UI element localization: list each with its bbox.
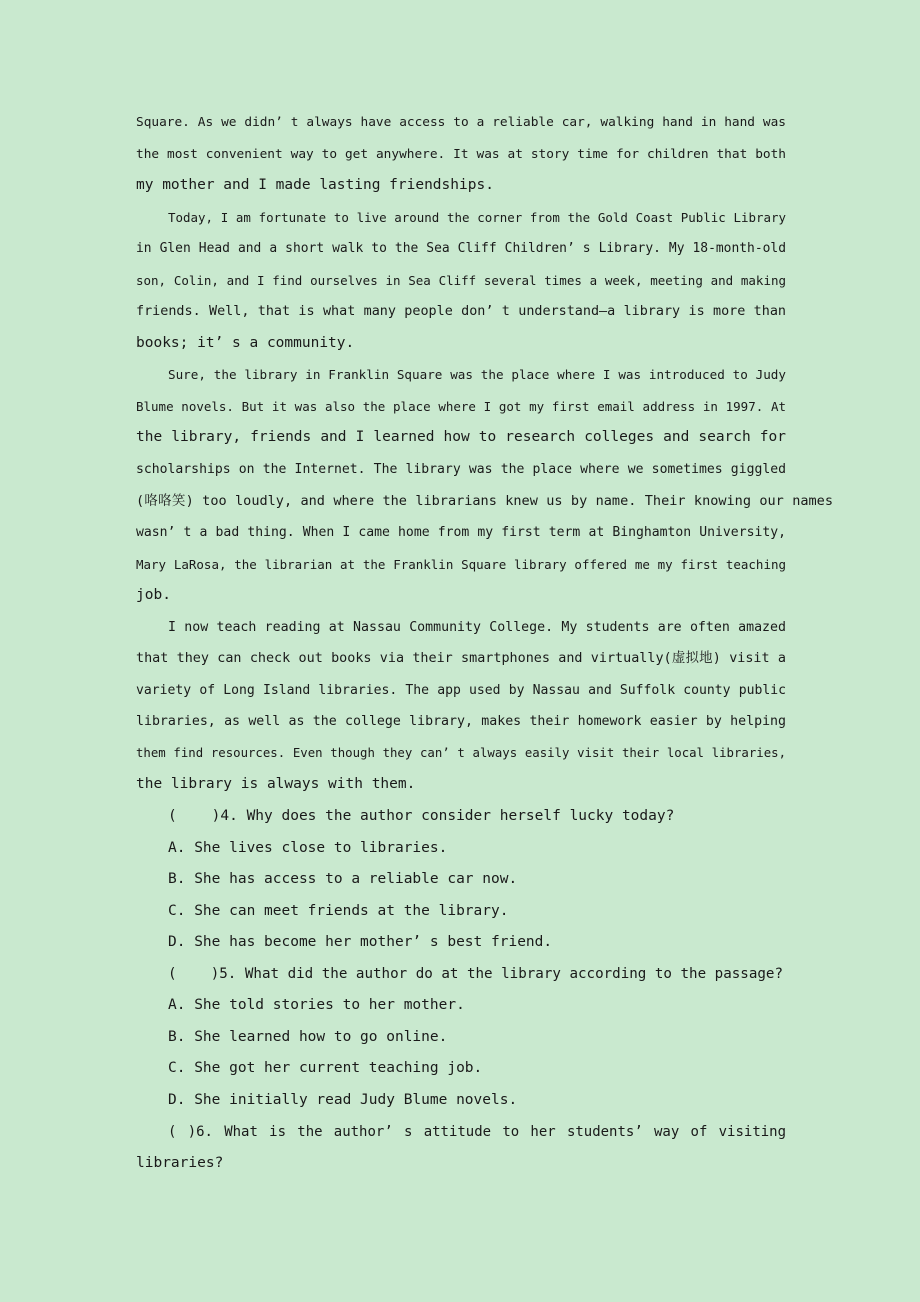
passage-line: the library is always with them.	[136, 776, 416, 793]
passage-line: job.	[136, 587, 171, 604]
question-4-option-b: B. She has access to a reliable car now.	[168, 871, 518, 888]
questions	[136, 801, 786, 1180]
question-5-option-d: D. She initially read Judy Blume novels.	[168, 1091, 518, 1108]
question-4-option-d: D. She has become her mother’ s best friend.	[168, 934, 553, 951]
question-4-option-a: A. She lives close to libraries.	[168, 839, 448, 856]
question-5-option-a: A. She told stories to her mother.	[168, 997, 465, 1014]
passage-line: in Glen Head and a short walk to the Sea Cliff Children’ s Library. My 18-month-old	[136, 241, 786, 257]
passage	[136, 107, 833, 801]
question-5-option-c: C. She got her current teaching job.	[168, 1060, 483, 1077]
passage-line: scholarships on the Internet. The library was the place where we sometimes giggled	[136, 462, 786, 478]
question-4-option-c: C. She can meet friends at the library.	[168, 902, 509, 919]
passage-line: Square. As we didn’ t always have access to a reliable car, walking hand in hand was	[136, 115, 786, 130]
passage-line: books; it’ s a community.	[136, 334, 355, 351]
paragraph-start: Sure, the library in Franklin Square was the place where I was introduced to Judy	[168, 367, 786, 383]
passage-line: Blume novels. But it was also the place where I got my first email address in 1997. At	[136, 398, 786, 414]
passage-line: the most convenient way to get anywhere. It was at story time for children that both	[136, 146, 786, 162]
question-6-stem: ( )6. What is the author’ s attitude to her students’ way of visiting	[168, 1123, 786, 1140]
question-4-stem: ( )4. Why does the author consider herself lucky today?	[168, 808, 675, 825]
passage-line: Mary LaRosa, the librarian at the Franklin Square library offered me my first teaching	[136, 556, 786, 572]
passage-line: son, Colin, and I find ourselves in Sea Cliff several times a week, meeting and making	[136, 272, 786, 288]
passage-line: friends. Well, that is what many people don’ t understand—a library is more than	[136, 304, 786, 320]
passage-line: my mother and I made lasting friendships.	[136, 177, 494, 194]
paragraph-start: I now teach reading at Nassau Community College. My students are often amazed	[168, 619, 786, 635]
passage-line: libraries, as well as the college library, makes their homework easier by helping	[136, 714, 786, 730]
document-page	[136, 107, 833, 1180]
passage-line: them find resources. Even though they can’ t always easily visit their local libraries,	[136, 745, 786, 760]
passage-line: wasn’ t a bad thing. When I came home from my first term at Binghamton University,	[136, 525, 786, 541]
paragraph-start: Today, I am fortunate to live around the corner from the Gold Coast Public Library	[168, 209, 786, 225]
question-5-option-b: B. She learned how to go online.	[168, 1028, 448, 1045]
passage-line: (咯咯笑) too loudly, and where the librarians knew us by name. Their knowing our names	[136, 492, 833, 509]
passage-line: variety of Long Island libraries. The app used by Nassau and Suffolk county public	[136, 682, 786, 698]
question-6-stem-continued: libraries?	[136, 1155, 224, 1172]
passage-line: the library, friends and I learned how to research colleges and search for	[136, 429, 786, 446]
passage-line: that they can check out books via their smartphones and virtually(虚拟地) visit a	[136, 651, 786, 667]
question-5-stem: ( )5. What did the author do at the library according to the passage?	[168, 965, 783, 982]
